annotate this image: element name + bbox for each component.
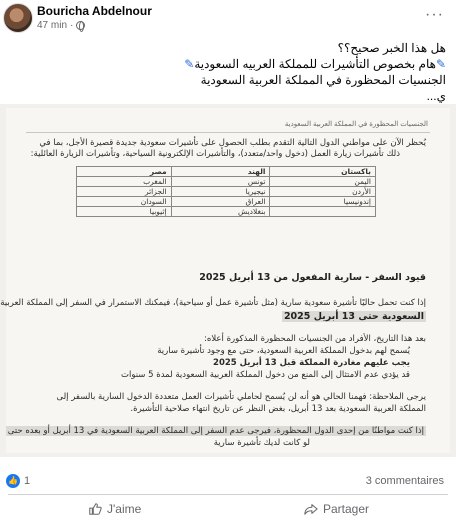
table-row	[77, 207, 376, 217]
table-cell: المغرب	[77, 177, 172, 187]
like-reaction-icon[interactable]: 👍	[6, 474, 20, 488]
divider	[8, 494, 448, 495]
para1-line-2: السعودية حتى 13 أبريل 2025	[283, 311, 424, 322]
post-line-1: هل هذا الخبر صحيح؟؟	[337, 41, 446, 55]
more-options-icon[interactable]: ···	[425, 6, 444, 23]
intro-line-2: ذلك تأشيرات زيارة العمل (دخول واحد/متعدد)، والتأشيرات الإلكترونية السياحية، وتأشيرات الزيارة العائلية:	[30, 149, 400, 159]
reaction-count[interactable]: 1	[24, 475, 31, 487]
post-image[interactable]	[0, 104, 456, 457]
share-button-label: Partager	[323, 502, 370, 516]
divider	[26, 132, 430, 133]
section-title: قيود السفر - سارية المفعول من 13 أبريل 2025	[199, 272, 426, 283]
note-line-2: المملكة العربية السعودية بعد 13 أبريل، بغض النظر عن تاريخ انتهاء صلاحية التأشيرة.	[130, 404, 426, 414]
para2-title: بعد هذا التاريخ، الأفراد من الجنسيات المحظورة المذكورة أعلاه:	[204, 334, 426, 344]
intro-line-1: يُحظر الآن على مواطني الدول التالية التقدم بطلب الحصول على تأشيرات سعودية جديدة قصيرة الأجل، بما في	[39, 138, 426, 148]
post-meta	[37, 20, 85, 31]
warning-line-2: لو كانت لديك تأشيرة سارية	[213, 438, 310, 448]
post-line-4: ي...	[426, 89, 446, 103]
table-cell: مصر	[77, 167, 172, 177]
pencil-icon: ✎	[184, 57, 195, 71]
comment-count[interactable]: 3 commentaires	[365, 475, 444, 487]
post-actions	[0, 496, 456, 528]
table-cell: اليمن	[270, 177, 376, 187]
table-row	[77, 167, 376, 177]
document-scan	[0, 108, 450, 453]
table-cell: إندونيسيا	[270, 197, 376, 207]
post-line-3: الجنسيات المحظورة في المملكة العربية السعودية	[200, 73, 446, 87]
thumbs-up-icon	[88, 502, 102, 516]
table-cell	[270, 207, 376, 217]
post-line-2: ✎هام بخصوص التأشيرات للمملكة العربيه السعودية✎	[184, 57, 446, 71]
table-cell: باكستان	[270, 167, 376, 177]
share-icon	[304, 502, 318, 516]
table-cell: السودان	[77, 197, 172, 207]
table-cell: بنغلاديش	[171, 207, 270, 217]
table-row	[77, 187, 376, 197]
share-button[interactable]	[304, 502, 369, 516]
globe-icon	[76, 21, 85, 30]
bullet-2: يجب عليهم مغادرة المملكة قبل 13 أبريل 2025	[213, 358, 410, 368]
table-row	[77, 197, 376, 207]
post-time[interactable]: 47 min	[37, 20, 68, 31]
table-cell: نيجيريا	[171, 187, 270, 197]
pencil-icon: ✎	[435, 57, 446, 71]
para1-line-1: إذا كنت تحمل حاليًا تأشيرة سعودية سارية (مثل تأشيرة عمل أو سياحية)، فيمكنك الاستمرار في السفر إلى المملكة العربية	[0, 298, 426, 308]
table-row	[77, 177, 376, 187]
author-name[interactable]: Bouricha Abdelnour	[37, 4, 152, 18]
table-cell: الأردن	[270, 187, 376, 197]
like-button[interactable]	[88, 502, 141, 516]
warning-line-1: إذا كنت مواطنًا من إحدى الدول المحظورة، فيرجى عدم السفر إلى المملكة العربية السعودية في 13 أبريل أو بعده حتى	[7, 426, 424, 436]
bullet-3: قد يؤدي عدم الامتثال إلى المنع من دخول المملكة العربية السعودية لمدة 5 سنوات	[120, 370, 410, 380]
reactions-bar	[0, 472, 456, 492]
table-cell: العراق	[171, 197, 270, 207]
meta-separator: ·	[70, 20, 74, 31]
like-button-label: J'aime	[107, 502, 142, 516]
table-cell: إثيوبيا	[77, 207, 172, 217]
nationalities-table	[76, 166, 376, 217]
table-cell: تونس	[171, 177, 270, 187]
table-cell: الهند	[171, 167, 270, 177]
avatar[interactable]	[3, 3, 33, 33]
post-header	[0, 0, 456, 40]
note-line-1: يرجى الملاحظة: فهمنا الحالي هو أنه لن يُسمح لحاملي تأشيرات العمل متعددة الدخول السارية بالسفر إلى	[56, 392, 426, 402]
table-cell: الجزائر	[77, 187, 172, 197]
bullet-1: يُسمح لهم بدخول المملكة العربية السعودية، حتى مع وجود تأشيرة سارية	[157, 346, 410, 356]
document-header: الجنسيات المحظورة في المملكة العربية السعودية	[284, 121, 428, 128]
